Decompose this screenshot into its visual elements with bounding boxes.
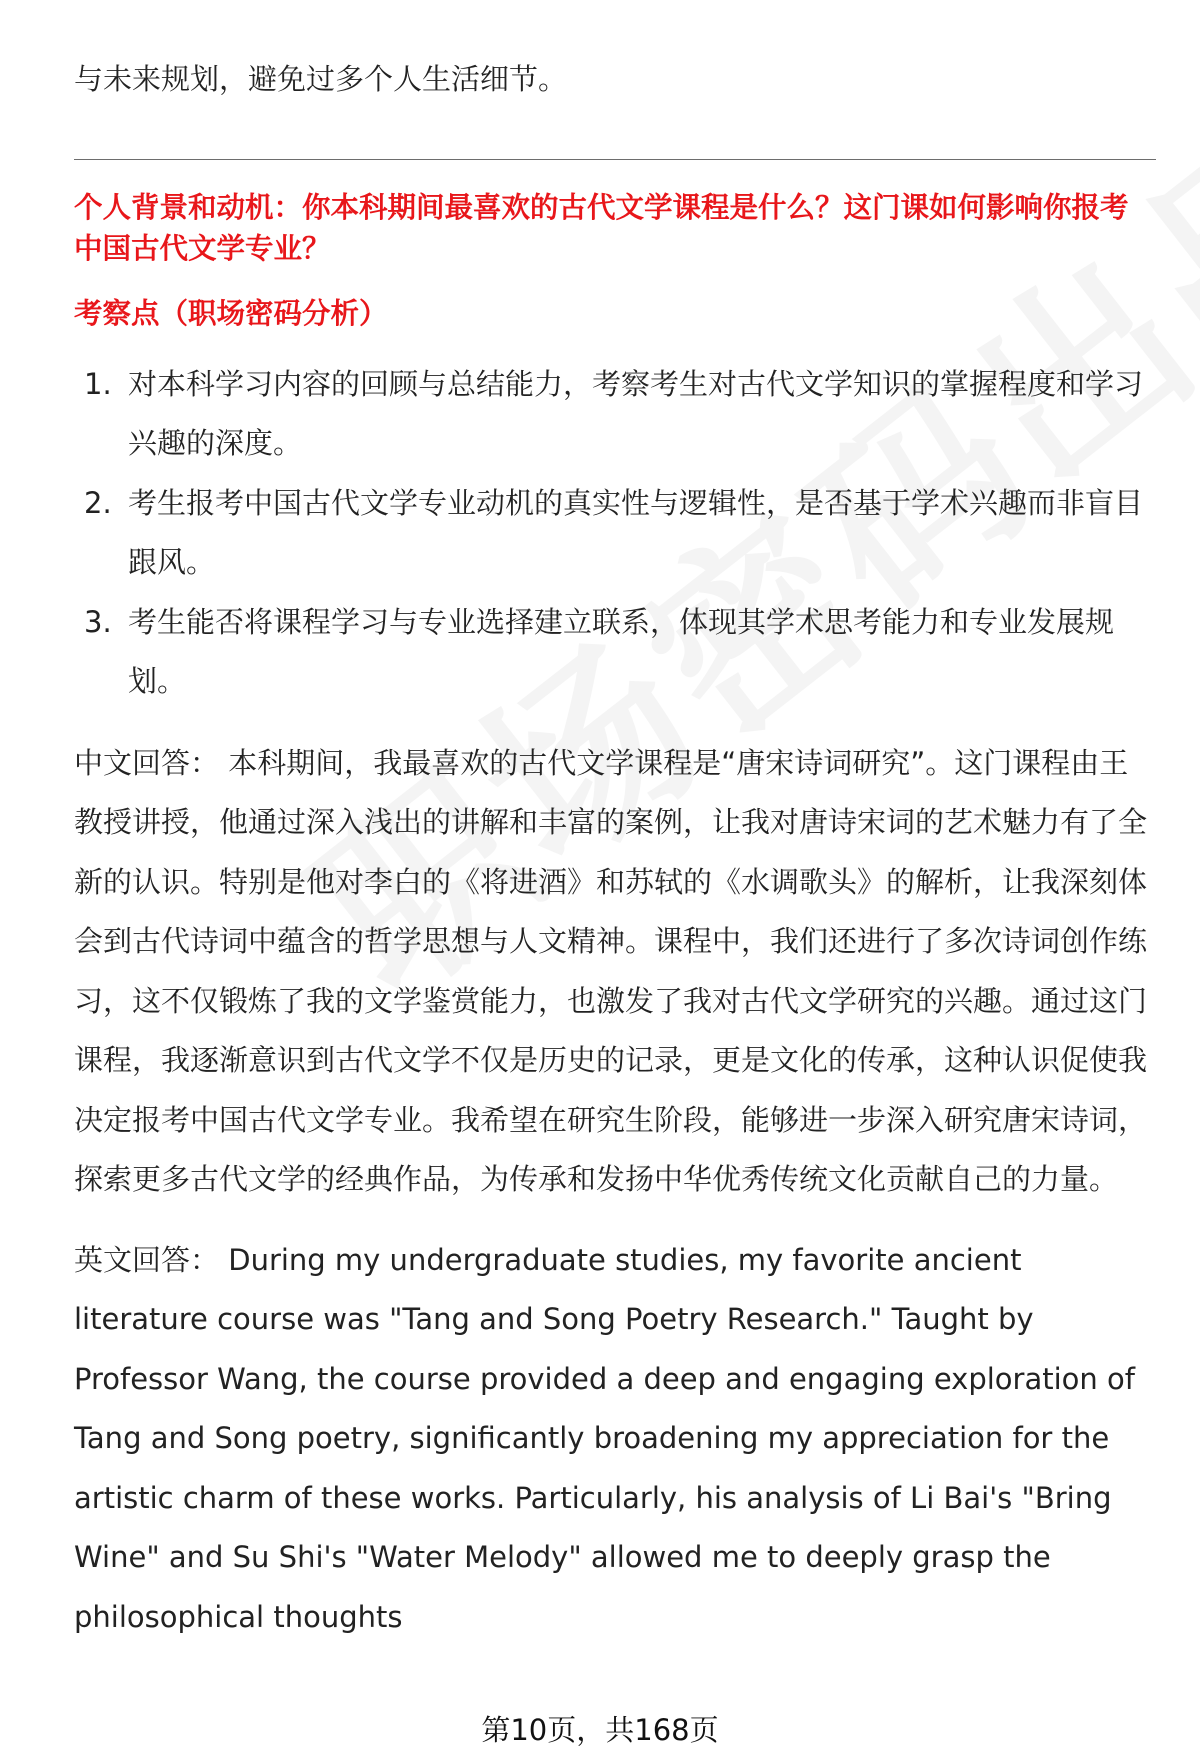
list-item [74,593,1156,712]
content-column [74,50,1156,1647]
list-number: 2. [84,485,112,520]
intro-continuation: 与未来规划，避免过多个人生活细节。 [74,62,568,96]
chinese-answer-text: 本科期间，我最喜欢的古代文学课程是“唐宋诗词研究”。这门课程由王教授讲授，他通过深入浅出的讲解和丰富的案例，让我对唐诗宋词的艺术魅力有了全新的认识。特别是他对李白的《将进酒》和苏轼的《水调歌头》的解析，让我深刻体会到古代诗词中蕴含的哲学思想与人文精神。课程中，我们还进行了多次诗词创作练习，这不仅锻炼了我的文学鉴赏能力，也激发了我对古代文学研究的兴趣。通过这门课程，我逐渐意识到古代文学不仅是历史的记录，更是文化的传承，这种认识促使我决定报考中国古代文学专业。我希望在研究生阶段，能够进一步深入研究唐宋诗词，探索更多古代文学的经典作品，为传承和发扬中华优秀传统文化贡献自己的力量。 [74,745,1148,1196]
question-title: 个人背景和动机：你本科期间最喜欢的古代文学课程是什么？这门课如何影响你报考中国古代文学专业？ [74,190,1129,265]
chinese-answer-label: 中文回答： [74,745,220,780]
assessment-subheading: 考察点（职场密码分析） [74,296,388,330]
list-text: 考生能否将课程学习与专业选择建立联系，体现其学术思考能力和专业发展规划。 [128,604,1115,698]
list-item [74,474,1156,593]
english-answer-label: 英文回答： [74,1242,220,1277]
list-number: 1. [84,366,112,401]
english-answer-text: During my undergraduate studies, my favorite ancient literature course was "Tang and Song Poetry Research." Taught by Professor Wang, the course provided a deep and engaging exploration of Tang and Song poetry, significantly broadening my appreciation for the artistic charm of these works. Particularly, his analysis of Li Bai's "Bring Wine" and Su Shi's "Water Melody" allowed me to deeply grasp the philosophical thoughts [74,1242,1135,1634]
assessment-points-list [74,355,1156,712]
chinese-answer [74,734,1156,1210]
list-number: 3. [84,604,112,639]
page-number-footer: 第10页，共168页 [481,1713,719,1747]
list-text: 考生报考中国古代文学专业动机的真实性与逻辑性，是否基于学术兴趣而非盲目跟风。 [128,485,1144,579]
english-answer [74,1231,1156,1648]
section-divider [74,159,1156,160]
list-text: 对本科学习内容的回顾与总结能力，考察考生对古代文学知识的掌握程度和学习兴趣的深度。 [128,366,1144,460]
list-item [74,355,1156,474]
